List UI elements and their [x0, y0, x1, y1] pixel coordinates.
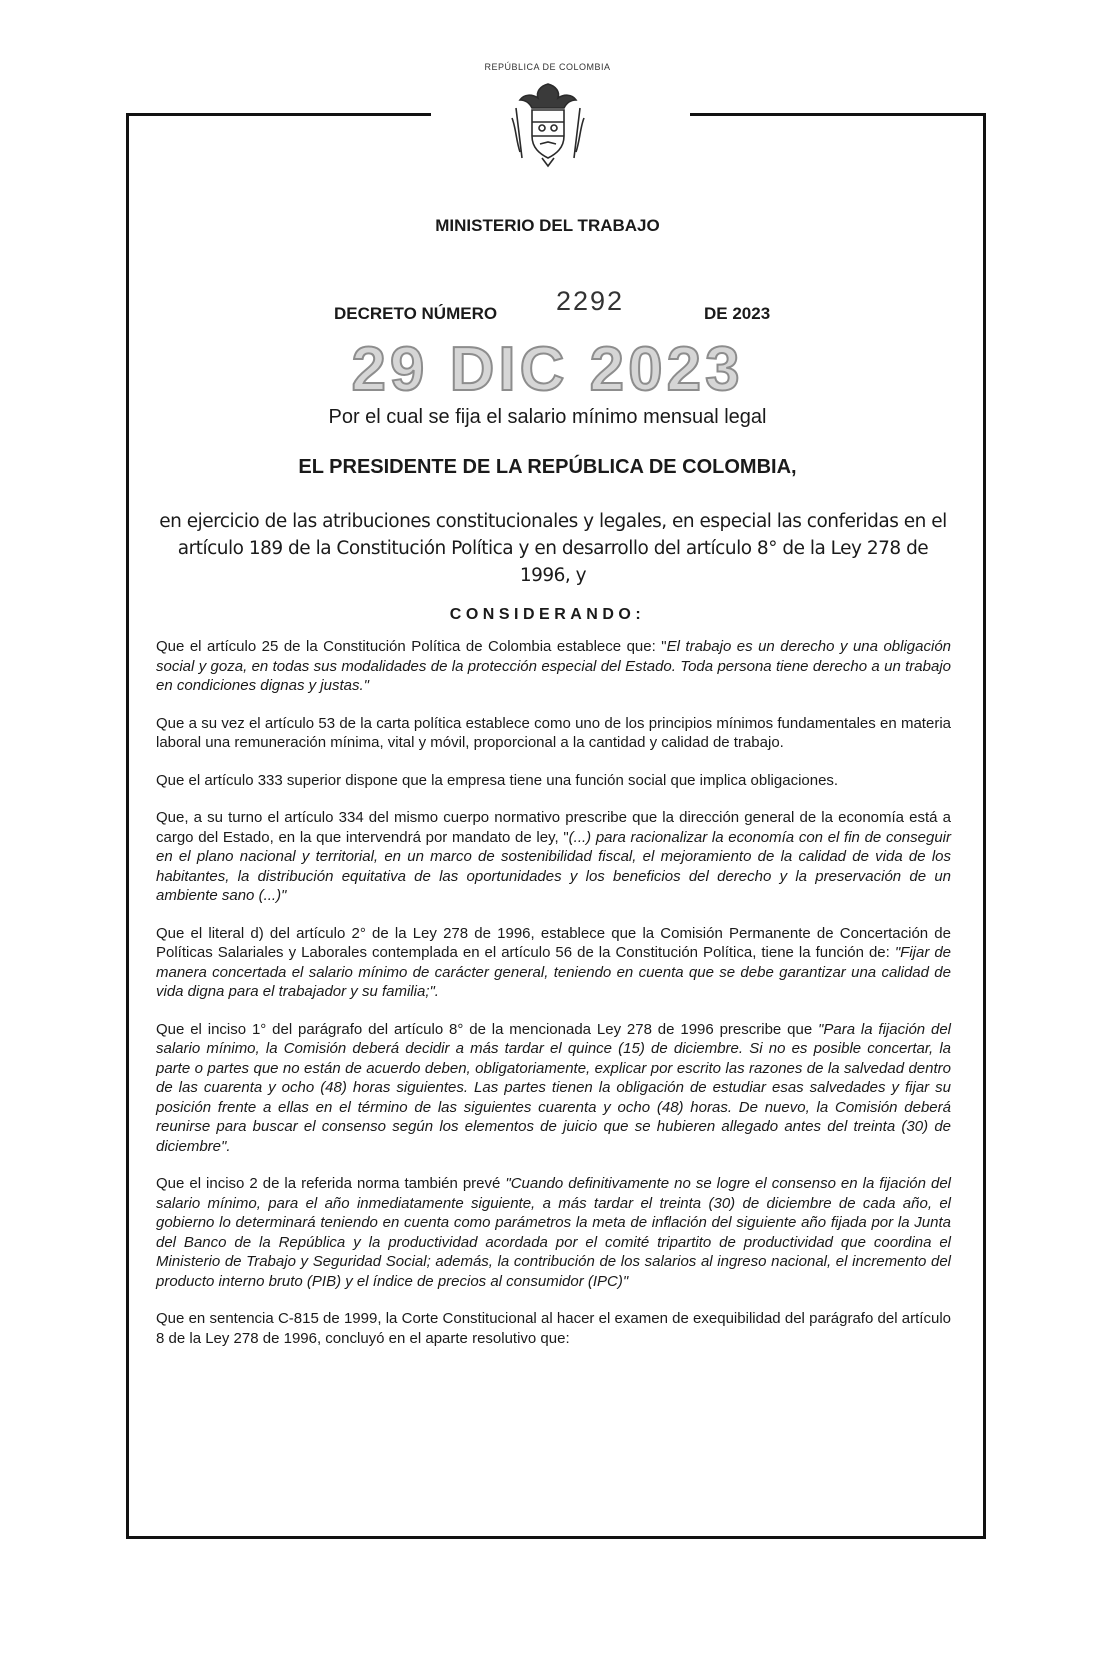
- date-stamp: 29 DIC 2023: [351, 335, 744, 404]
- country-caption: REPÚBLICA DE COLOMBIA: [484, 62, 611, 72]
- decree-subject: Por el cual se fija el salario mínimo mensual legal: [328, 406, 767, 428]
- considering-clauses: [156, 637, 951, 1366]
- clause-text: Que en sentencia C-815 de 1999, la Corte Constitucional al hacer el examen de exequibilidad del parágrafo del artículo 8 de la Ley 278 de 1996, concluyó en el aparte resolutivo que:: [156, 1310, 951, 1347]
- clause-paragraph: [156, 1020, 951, 1157]
- issuer-title: EL PRESIDENTE DE LA REPÚBLICA DE COLOMBIA,: [298, 456, 797, 478]
- clause-paragraph: [156, 771, 951, 791]
- clause-text: Que el inciso 2 de la referida norma también prevé: [156, 1175, 506, 1192]
- clause-paragraph: [156, 637, 951, 696]
- clause-quote: "Para la fijación del salario mínimo, la Comisión deberá decidir a más tardar el quince (15) de diciembre. Si no es posible concertar, la parte o partes que no están de acuerdo deben, obligatoriamente, explicar por escrito las razones de la salvedad dentro de las cuarenta y ocho (48) horas siguientes. Las partes tienen la obligación de estudiar esas salvedades y fijar su posición frente a ellas en el término de las siguientes cuarenta y ocho (48) horas. De nuevo, la Comisión deberá reunirse para buscar el consenso según los elementos de juicio que se hubieren allegado antes del treinta (30) de diciembre".: [156, 1020, 952, 1155]
- clause-text: Que a su vez el artículo 53 de la carta política establece como uno de los principios mínimos fundamentales en materia laboral una remuneración mínima, vital y móvil, proporcional a la cantidad y calidad de trabajo.: [156, 714, 951, 751]
- clause-paragraph: [156, 714, 951, 753]
- preamble-text: en ejercicio de las atribuciones constitucionales y legales, en especial las conferidas en el artículo 189 de la Constitución Política y en desarrollo del artículo 8° de la Ley 278 de 1996, y: [159, 511, 947, 586]
- clause-paragraph: [156, 808, 951, 906]
- decree-number: 2292: [556, 286, 625, 316]
- clause-paragraph: [156, 1309, 951, 1348]
- clause-text: Que el literal d) del artículo 2° de la Ley 278 de 1996, establece que la Comisión Permanente de Concertación de Políticas Salariales y Laborales contemplada en el artículo 56 de la Constitución Política, tiene la función de:: [156, 924, 951, 961]
- clause-text: Que el artículo 25 de la Constitución Política de Colombia establece que: ": [156, 638, 667, 655]
- clause-quote: (...) para racionalizar la economía con el fin de conseguir en el plano nacional y territorial, en un marco de sostenibilidad fiscal, el mejoramiento de la calidad de vida de los habitantes, la distribución equitativa de las oportunidades y los beneficios del derecho y la preservación de un ambiente sano (...)": [156, 828, 951, 904]
- clause-text: Que, a su turno el artículo 334 del mismo cuerpo normativo prescribe que la dirección general de la economía está a cargo del Estado, en la que intervendrá por mandato de ley, ": [156, 809, 951, 846]
- decree-label: DECRETO NÚMERO: [334, 304, 498, 323]
- considering-heading: CONSIDERANDO:: [449, 606, 646, 623]
- ministry-title: MINISTERIO DEL TRABAJO: [435, 216, 660, 235]
- clause-quote: El trabajo es un derecho y una obligación social y goza, en todas sus modalidades de la protección especial del Estado. Toda persona tiene derecho a un trabajo en condiciones dignas y justas.": [156, 638, 952, 694]
- clause-text: Que el artículo 333 superior dispone que la empresa tiene una función social que implica obligaciones.: [156, 771, 839, 789]
- clause-paragraph: [156, 924, 951, 1002]
- clause-paragraph: [156, 1174, 951, 1291]
- clause-quote: "Cuando definitivamente no se logre el consenso en la fijación del salario mínimo, para el año inmediatamente siguiente, a más tardar el treinta (30) de diciembre de cada año, el gobierno lo determinará teniendo en cuenta como parámetros la meta de inflación del siguiente año fijada por la Junta del Banco de la República y la productividad acordada por el comité tripartito de productividad que coordina el Ministerio de Trabajo y Seguridad Social; además, la contribución de los salarios al ingreso nacional, el incremento del producto interno bruto (PIB) y el índice de precios al consumidor (IPC)": [156, 1175, 951, 1290]
- decree-year: DE 2023: [704, 304, 771, 323]
- clause-quote: "Fijar de manera concertada el salario mínimo de carácter general, teniendo en cuenta que se debe garantizar una calidad de vida digna para el trabajador y su familia;".: [156, 944, 952, 1000]
- clause-text: Que el inciso 1° del parágrafo del artículo 8° de la mencionada Ley 278 de 1996 prescribe que: [156, 1020, 819, 1038]
